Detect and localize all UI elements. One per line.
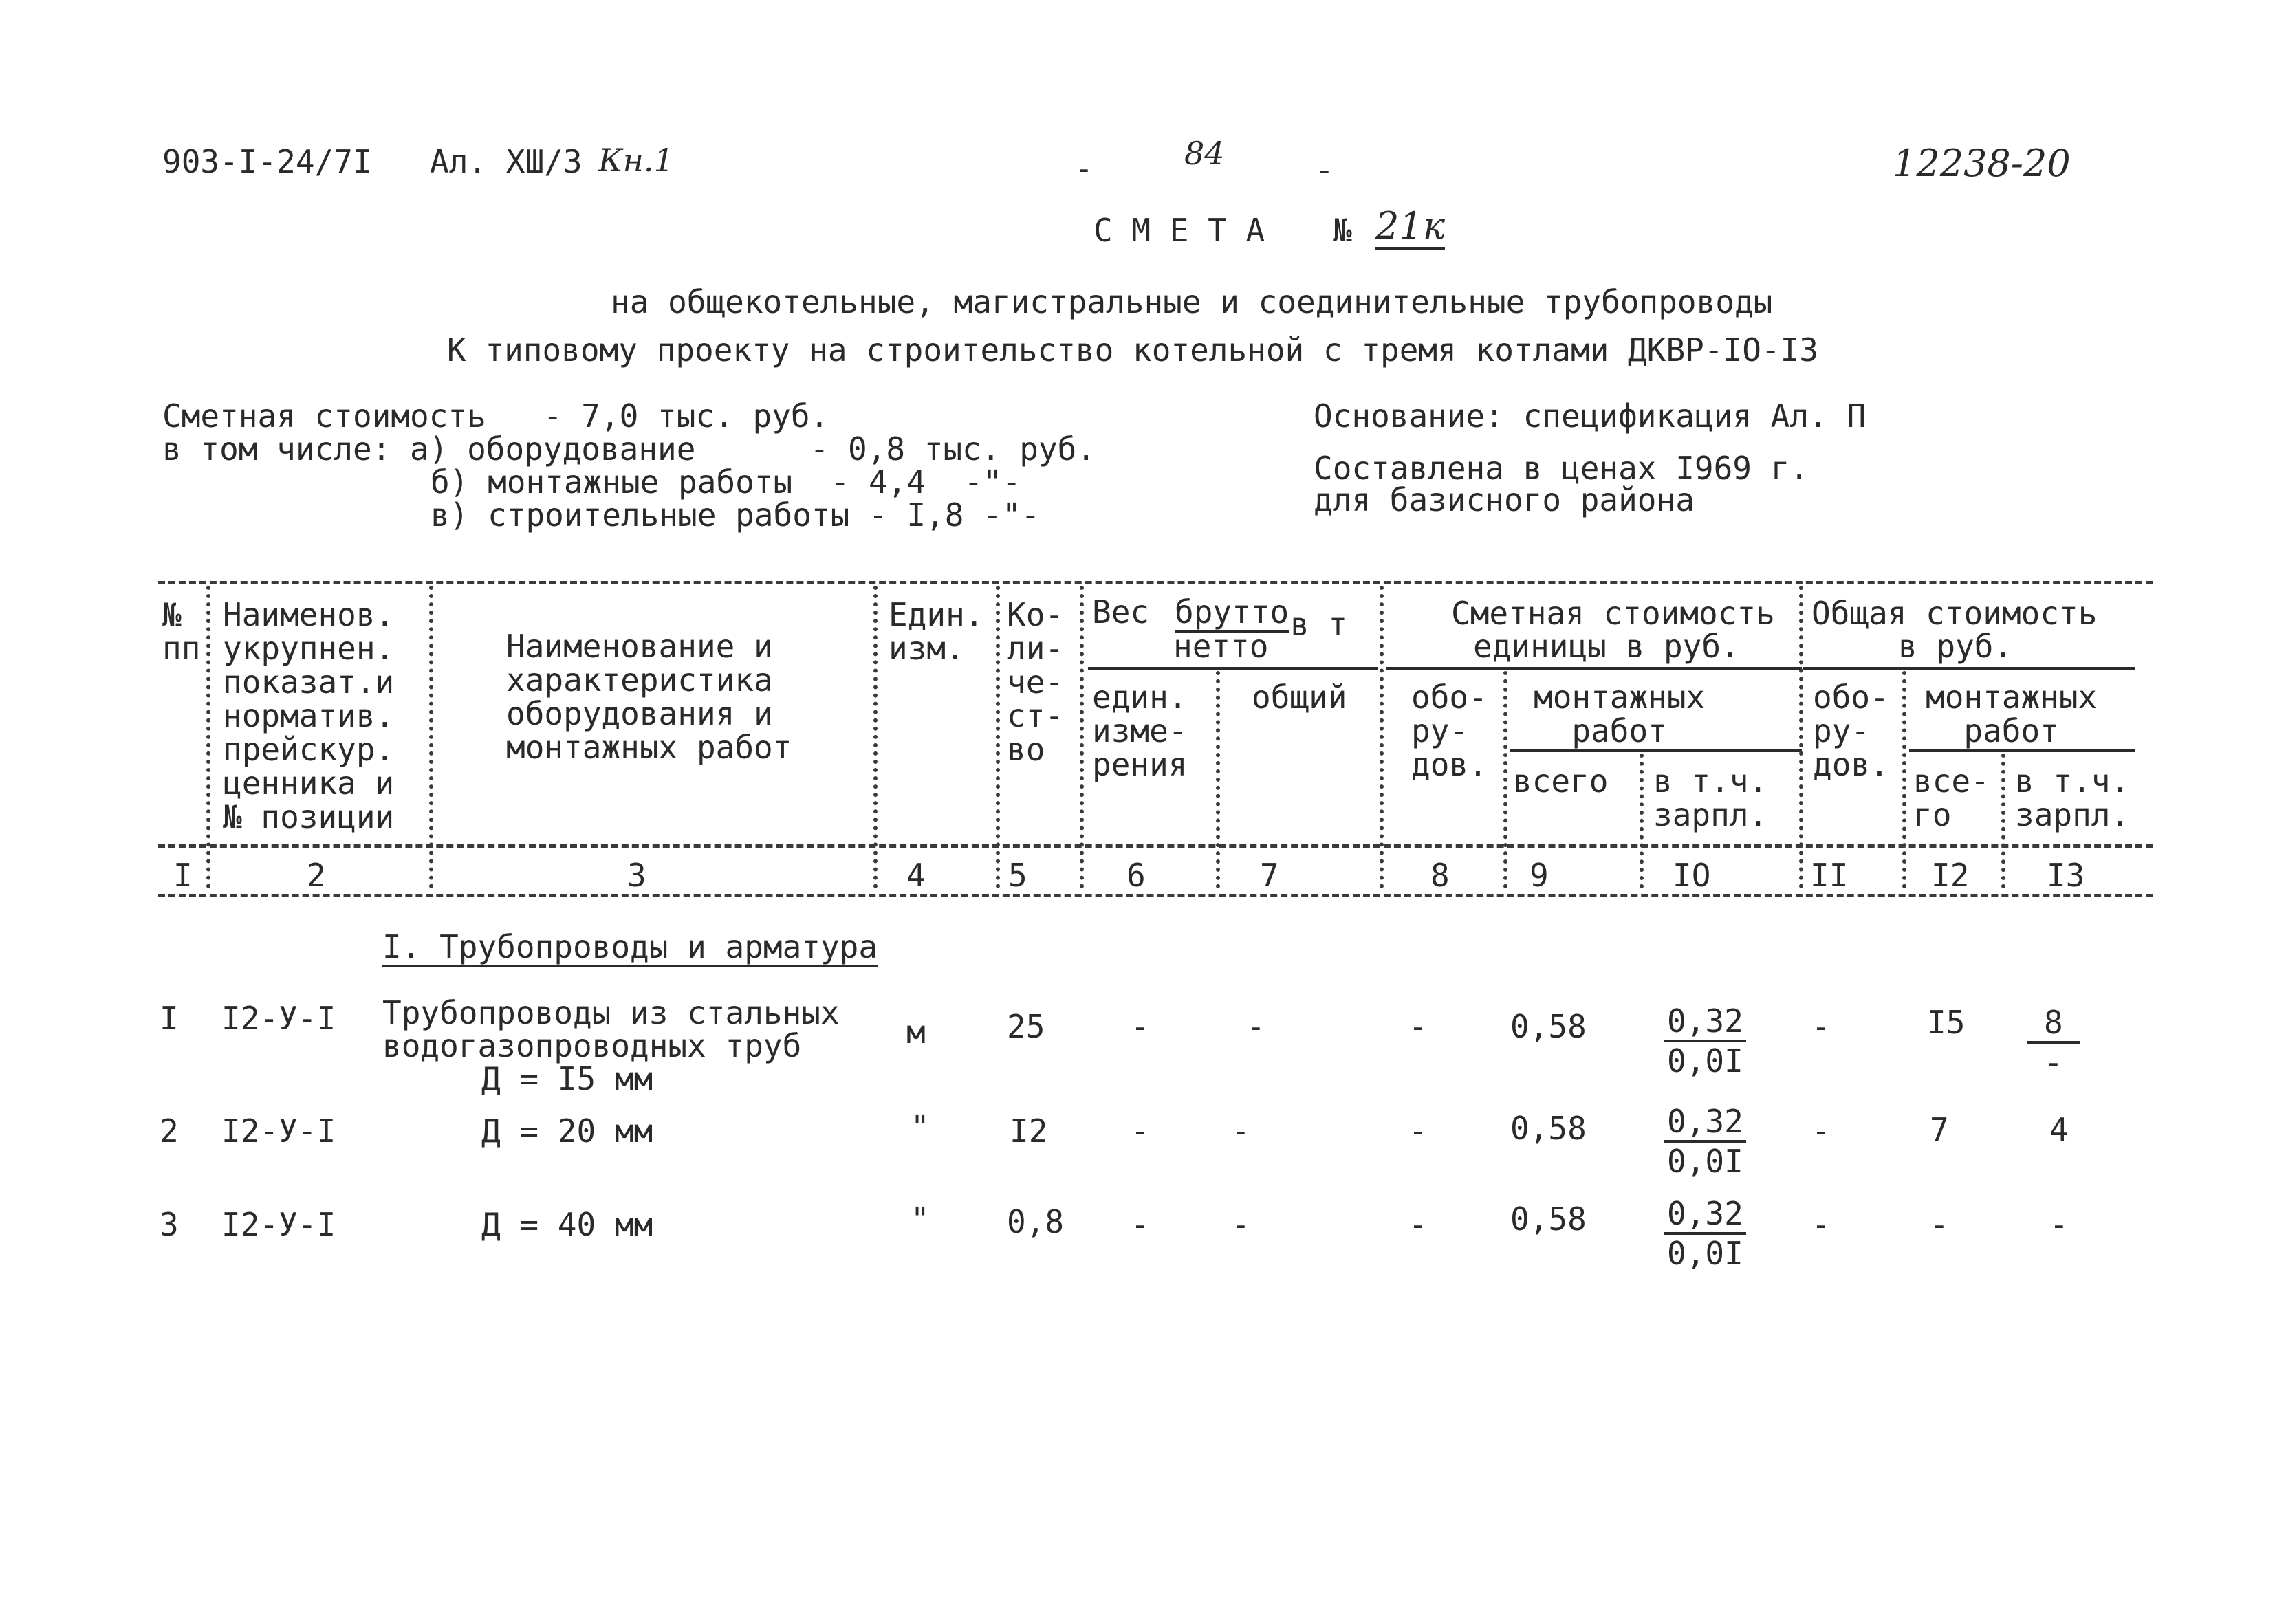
row-qty: I2: [1010, 1112, 1048, 1150]
row-unit: ": [911, 1200, 930, 1238]
row-number: I: [160, 1000, 179, 1037]
row-total-mont: 7: [1930, 1111, 1949, 1148]
page-dash-left: -: [1074, 150, 1093, 187]
col-sep-9: [1640, 754, 1644, 888]
weight-netto: нетто: [1173, 628, 1269, 665]
colnum-6: 6: [1126, 857, 1146, 894]
row-total-mont: I5: [1927, 1004, 1966, 1041]
row-weight-total: -: [1246, 1008, 1265, 1045]
col3-header: Наименование и характеристика оборудования и монтажных работ: [506, 628, 792, 766]
col7-header: общий: [1252, 679, 1347, 716]
colnum-5: 5: [1008, 857, 1027, 894]
total-cost-title-2: в руб.: [1898, 628, 2013, 665]
col-sep-6: [1216, 671, 1220, 888]
row-number: 2: [160, 1112, 179, 1150]
row-unit: ": [911, 1108, 930, 1145]
colnum-4: 4: [906, 857, 926, 894]
summary-installation: б) монтажные работы - 4,4 -"-: [431, 463, 1021, 501]
row-mont-total: 0,58: [1510, 1200, 1587, 1238]
row-total-mont: -: [1930, 1206, 1949, 1243]
colnum-11: II: [1810, 857, 1849, 894]
colnum-8: 8: [1430, 857, 1450, 894]
colnum-13: I3: [2047, 857, 2085, 894]
page-dash-right: -: [1315, 151, 1334, 188]
col13-header: в т.ч. зарпл.: [2015, 762, 2130, 833]
summary-total: Сметная стоимость - 7,0 тыс. руб.: [162, 397, 829, 435]
table-top-rule: [158, 581, 2153, 584]
col-sep-1: [206, 586, 210, 888]
col-sep-5: [1080, 586, 1084, 888]
title-number-handwritten: 21к: [1375, 206, 1445, 250]
subtitle-line-2: К типовому проекту на строительство котельной с тремя котлами ДКВР-IO-I3: [447, 331, 1818, 369]
colnum-12: I2: [1931, 857, 1970, 894]
row-weight-total: -: [1231, 1206, 1250, 1243]
prices-line-2: для базисного района: [1314, 481, 1695, 518]
weight-brutto: брутто: [1175, 595, 1289, 633]
colnum-3: 3: [627, 857, 646, 894]
col8-header: обо- ру- дов.: [1411, 679, 1488, 783]
mont-header: монтажных работ: [1534, 679, 1706, 749]
col11-header: обо- ру- дов.: [1813, 679, 1889, 783]
col12-header: все- го: [1913, 762, 1990, 833]
title-smeta: С М Е Т А: [1093, 212, 1265, 249]
total-cost-subheader-line: [1803, 667, 2135, 670]
col9-header: всего: [1513, 762, 1609, 800]
row-qty: 0,8: [1007, 1203, 1065, 1240]
row-mont-wage: $\frac{0,32}{0,0I}$: [1664, 1104, 1746, 1178]
row-mont-total: 0,58: [1510, 1110, 1587, 1147]
row-code: I2-У-I: [221, 1112, 336, 1150]
album-ref: Ал. ХШ/3: [430, 143, 583, 180]
row-mont-wage: $\frac{0,32}{0,0I}$: [1664, 1004, 1746, 1078]
row-number: 3: [160, 1206, 179, 1243]
row-weight-total: -: [1231, 1112, 1250, 1150]
col-sep-12: [2001, 754, 2005, 888]
row-qty: 25: [1007, 1008, 1045, 1045]
book-number-handwritten: Кн.1: [598, 142, 674, 179]
row-name-line-1: Д = 20 мм: [481, 1112, 653, 1150]
row-total-wage: 4: [2049, 1111, 2069, 1148]
row-total-wage: -: [2049, 1206, 2069, 1243]
weight-subheader-line: [1088, 667, 1378, 670]
row-equipment: -: [1408, 1112, 1428, 1150]
row-code: I2-У-I: [221, 1000, 336, 1037]
col1-header: № пп: [162, 596, 201, 667]
col-sep-10: [1799, 586, 1803, 888]
unit-cost-subheader-line: [1386, 667, 1802, 670]
total-cost-title-1: Общая стоимость: [1811, 595, 2098, 632]
row-mont-wage: $\frac{0,32}{0,0I}$: [1664, 1196, 1746, 1271]
numbers-bottom-rule: [158, 894, 2153, 897]
row-total-wage: $\frac{8}{-}$: [2027, 1005, 2080, 1079]
colnum-10: IO: [1673, 857, 1711, 894]
project-code: 903-I-24/7I: [162, 143, 372, 180]
section-title: I. Трубопроводы и арматура: [382, 930, 878, 967]
row-total-equipment: -: [1811, 1206, 1831, 1243]
unit-cost-title-1: Сметная стоимость: [1451, 595, 1775, 632]
col-sep-7: [1380, 586, 1384, 888]
col2-header: Наименов. укрупнен. показат.и норматив. прейскур. ценника и № позиции: [223, 596, 395, 835]
unit-cost-title-2: единицы в руб.: [1473, 628, 1740, 665]
row-name-line-2: водогазопроводных труб: [382, 1027, 802, 1064]
row-equipment: -: [1408, 1008, 1428, 1045]
row-weight-unit: -: [1131, 1008, 1150, 1045]
row-weight-unit: -: [1131, 1206, 1150, 1243]
col-sep-4: [996, 586, 1000, 888]
col6-header: един. изме- рения: [1092, 679, 1188, 783]
mont-subheader-line: [1510, 749, 1802, 752]
basis-text: Основание: спецификация Ал. П: [1314, 397, 1866, 435]
summary-construction: в) строительные работы - I,8 -"-: [431, 496, 1041, 534]
col4-header: Един. изм.: [889, 596, 984, 667]
weight-unit: в т: [1290, 606, 1348, 643]
col-sep-2: [429, 586, 433, 888]
row-weight-unit: -: [1131, 1112, 1150, 1150]
col5-header: Ко- ли- че- ст- во: [1007, 596, 1065, 768]
header-bottom-rule: [158, 844, 2153, 848]
page-number-handwritten: 84: [1184, 135, 1225, 172]
row-code: I2-У-I: [221, 1206, 336, 1243]
colnum-7: 7: [1260, 857, 1279, 894]
row-total-equipment: -: [1811, 1112, 1831, 1150]
colnum-9: 9: [1530, 857, 1549, 894]
row-equipment: -: [1408, 1206, 1428, 1243]
col-sep-3: [873, 586, 878, 888]
prices-line-1: Составлена в ценах I969 г.: [1314, 450, 1809, 487]
col10-header: в т.ч. зарпл.: [1653, 762, 1768, 833]
weight-label: Вес: [1092, 593, 1150, 630]
doc-number-handwritten: 12238-20: [1893, 142, 2071, 185]
row-total-equipment: -: [1811, 1008, 1831, 1045]
row-unit: м: [906, 1013, 926, 1051]
mont2-header: монтажных работ: [1926, 679, 2098, 749]
colnum-1: I: [173, 857, 193, 894]
col-sep-11: [1902, 671, 1906, 888]
row-name-line-3: Д = I5 мм: [481, 1060, 653, 1097]
row-mont-total: 0,58: [1510, 1008, 1587, 1045]
row-name-line-1: Трубопроводы из стальных: [382, 994, 840, 1031]
title-number-sign: №: [1333, 212, 1352, 249]
subtitle-line-1: на общекотельные, магистральные и соединительные трубопроводы: [611, 283, 1773, 320]
row-name-line-1: Д = 40 мм: [481, 1206, 653, 1243]
col-sep-8: [1503, 671, 1507, 888]
mont2-subheader-line: [1909, 749, 2135, 752]
colnum-2: 2: [307, 857, 326, 894]
summary-equipment: в том числе: а) оборудование - 0,8 тыс. руб.: [162, 430, 1096, 468]
